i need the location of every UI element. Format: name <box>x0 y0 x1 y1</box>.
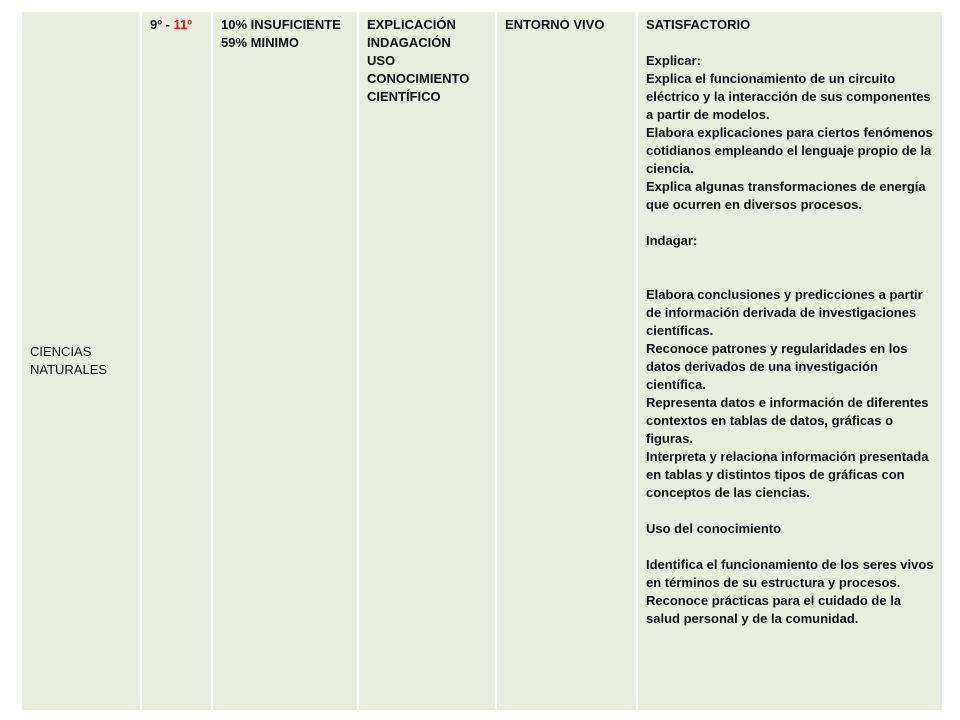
spacer <box>646 214 936 232</box>
competencies-cell <box>358 12 496 711</box>
table-row <box>21 12 942 711</box>
explicar-item: Elabora explicaciones para ciertos fenómenos cotidianos empleando el lenguaje propio de la ciencia. <box>646 125 933 176</box>
area-cell <box>21 12 141 711</box>
area-label: CIENCIAS NATURALES <box>30 344 108 377</box>
uso-heading: Uso del conocimiento <box>646 521 782 536</box>
levels-cell <box>212 12 358 711</box>
spacer <box>646 538 936 556</box>
component-label: ENTORNO VIVO <box>505 17 605 32</box>
grade-cell <box>141 12 212 711</box>
curriculum-table <box>20 11 943 711</box>
grade-end: 11º <box>173 17 193 32</box>
competency-explicacion: EXPLICACIÓN <box>367 17 456 32</box>
level-minimo: 59% MINIMO <box>221 35 300 50</box>
level-insuficiente: 10% INSUFICIENTE <box>221 17 341 32</box>
explicar-item: Explica algunas transformaciones de energía que ocurren en diversos procesos. <box>646 179 926 212</box>
indagar-item: Reconoce patrones y regularidades en los datos derivados de una investigación científica. <box>646 341 908 392</box>
indagar-item: Elabora conclusiones y predicciones a partir de información derivada de investigaciones científicas. <box>646 287 923 338</box>
grade-start: 9º <box>150 17 162 32</box>
spacer <box>646 502 936 520</box>
component-cell <box>496 12 637 711</box>
explicar-item: Explica el funcionamiento de un circuito eléctrico y la interacción de sus componentes a partir de modelos. <box>646 71 931 122</box>
performance-cell <box>637 12 942 711</box>
indagar-item: Representa datos e información de diferentes contextos en tablas de datos, gráficas o figuras. <box>646 395 929 446</box>
indagar-heading: Indagar: <box>646 233 698 248</box>
grade-separator: - <box>161 17 174 32</box>
indagar-item: Interpreta y relaciona información presentada en tablas y distintos tipos de gráficas con conceptos de las ciencias. <box>646 449 929 500</box>
explicar-heading: Explicar: <box>646 53 701 68</box>
uso-item: Identifica el funcionamiento de los seres vivos en términos de su estructura y procesos. <box>646 557 934 590</box>
spacer <box>646 34 936 52</box>
spacer <box>646 250 936 286</box>
uso-item: Reconoce prácticas para el cuidado de la salud personal y de la comunidad. <box>646 593 902 626</box>
competency-indagacion: INDAGACIÓN <box>367 35 451 50</box>
competency-uso: USO CONOCIMIENTO CIENTÍFICO <box>367 53 470 104</box>
performance-level: SATISFACTORIO <box>646 17 751 32</box>
